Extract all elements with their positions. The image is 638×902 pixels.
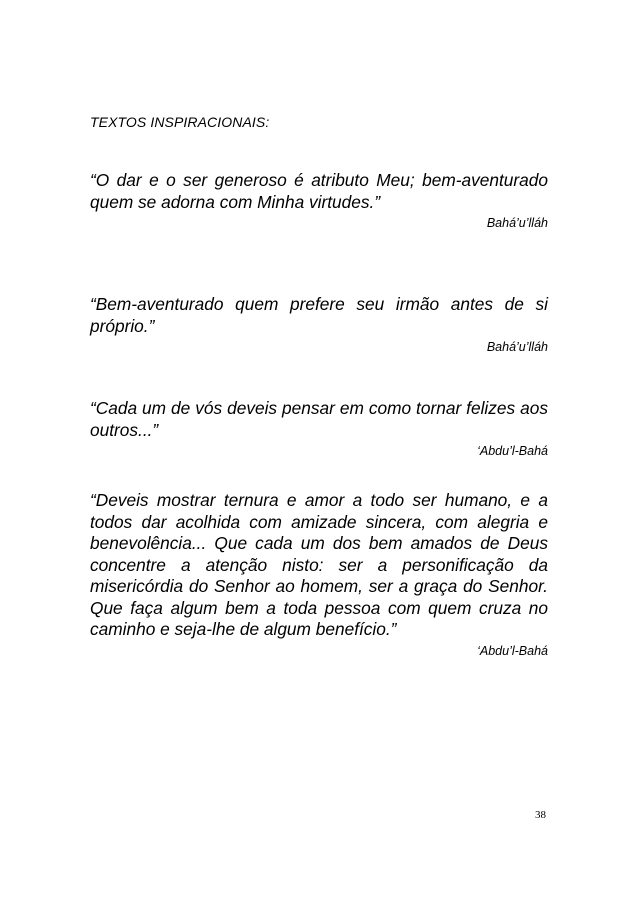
quote-block	[90, 490, 548, 659]
quote-text: “Deveis mostrar ternura e amor a todo ser humano, e a todos dar acolhida com amizade sincera, com alegria e benevolência... Que cada um dos bem amados de Deus concentre a atenção nisto: ser a personificação da misericórdia do Senhor ao homem, ser a graça do Senhor. Que faça algum bem a toda pessoa com quem cruza no caminho e seja-lhe de algum benefício.”	[90, 490, 548, 639]
quote-author: ‘Abdu’l-Bahá	[477, 643, 548, 658]
section-heading: TEXTOS INSPIRACIONAIS:	[90, 114, 270, 130]
quote-text: “O dar e o ser generoso é atributo Meu; bem-aventurado quem se adorna com Minha virtudes.”	[90, 170, 548, 212]
quote-text: “Cada um de vós deveis pensar em como tornar felizes aos outros...”	[90, 398, 548, 440]
quote-author: ‘Abdu’l-Bahá	[477, 444, 548, 458]
quote-author: Bahá’u’lláh	[486, 340, 548, 354]
quote-text: “Bem-aventurado quem prefere seu irmão antes de si próprio.”	[90, 294, 548, 336]
page-number: 38	[535, 809, 546, 821]
quote-block	[90, 398, 548, 459]
quote-block	[90, 170, 548, 231]
quote-author: Bahá’u’lláh	[486, 216, 548, 230]
quote-block	[90, 294, 548, 355]
